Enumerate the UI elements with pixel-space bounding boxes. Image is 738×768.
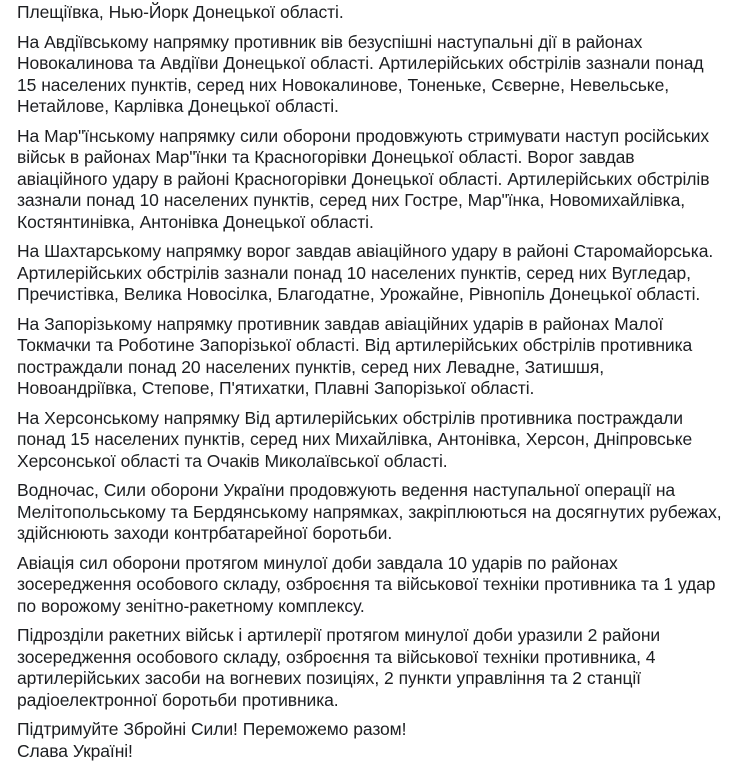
paragraph-line: На Авдіївському напрямку противник вів безуспішні наступальні дії в районах Новокалинова та Авдіїви Донецької області. Артилерійських обстрілів зазнали понад 15 населених пунктів, серед них Новокалинове, Тоненьке, Сєверне, Невельське, Нетайлове, Карлівка Донецької області.: [17, 31, 704, 116]
paragraph-line: Підтримуйте Збройні Сили! Переможемо разом!: [17, 719, 407, 739]
paragraph-line: На Шахтарському напрямку ворог завдав авіаційного удару в районі Старомайорська. Артилерійських обстрілів зазнали понад 10 населених пунктів, серед них Вугледар, Пречистівка, Велика Новосілка, Благодатне, Урожайне, Рівнопіль Донецької області.: [17, 241, 714, 304]
paragraph: [17, 719, 725, 762]
paragraph-line: На Херсонському напрямку Від артилерійських обстрілів противника постраждали понад 15 населених пунктів, серед них Михайлівка, Антонівка, Херсон, Дніпровське Херсонської області та Очаків Миколаївської області.: [17, 407, 693, 471]
paragraph: [17, 408, 725, 473]
paragraph: [17, 2, 725, 24]
paragraph: [17, 241, 725, 306]
paragraph: [17, 625, 725, 711]
paragraph-line: На Запорізькому напрямку противник завдав авіаційних ударів в районах Малої Токмачки та Роботине Запорізької області. Від артилерійських обстрілів противника постраждали понад 20 населених пунктів, серед них Левадне, Затишшя, Новоандріївка, Степове, П'ятихатки, Плавні Запорізької області.: [17, 313, 693, 398]
paragraph: [17, 314, 725, 400]
paragraph-line: Водночас, Сили оборони України продовжують ведення наступальної операції на Мелітопольському та Бердянському напрямках, закріплюються на досягнутих рубежах, здійснюють заходи контрбатарейної боротьби.: [17, 480, 722, 543]
paragraph-line: Плещіївка, Нью-Йорк Донецької області.: [17, 2, 344, 22]
paragraph: [17, 480, 725, 545]
paragraph-line: На Мар"їнському напрямку сили оборони продовжують стримувати наступ російських військ в районах Мар"їнки та Красногорівки Донецької області. Ворог завдав авіаційного удару в районі Красногорівки Донецької області. Артилерійських обстрілів зазнали понад 10 населених пунктів, серед них Гостре, Мар"їнка, Новомихайлівка, Костянтинівка, Антонівка Донецької області.: [17, 125, 710, 232]
paragraph-line: Підрозділи ракетних військ і артилерії протягом минулої доби уразили 2 райони зосередження особового складу, озброєння та військової техніки противника, 4 артилерійських засоби на вогневих позиціях, 2 пункти управління та 2 станції радіоелектронної боротьби противника.: [17, 625, 661, 710]
paragraph: [17, 32, 725, 118]
paragraph-line: Слава Україні!: [17, 740, 133, 761]
paragraph-list: [17, 2, 725, 762]
paragraph-line: Авіація сил оборони протягом минулої доби завдала 10 ударів по районах зосередження особового складу, озброєння та військової техніки противника та 1 удар по ворожому зенітно-ракетному комплексу.: [17, 552, 716, 616]
paragraph: [17, 126, 725, 234]
paragraph: [17, 553, 725, 618]
